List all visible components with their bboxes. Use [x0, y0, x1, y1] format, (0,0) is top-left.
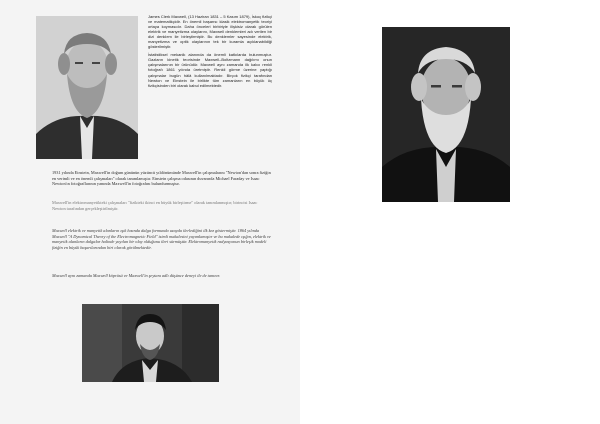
bio-paragraph: James Clerk Maxwell, (13 Haziran 1831 – 5 Kasım 1879), İskoç fizikçi ve matematikçidir. En önemli başarısı klasik elektromanyetik teoriyi ortaya koymasıdır. Daha önceleri birbiriyle ilişkisiz olarak görülen elektrik ve manyetizma olaylarını, Maxwell denklemleri adı verilen bir dizi denklem ile birleştirmiştir. Bu denklemler sayesinde elektrik, manyetizma ve optik olaylarının tek bir kuramla açıklanabildiği gösterilmiştir.	[148, 14, 272, 50]
paragraph-electromagnetic-waves: Maxwell elektrik ve manyetik alanların ışık hızında dalga formunda uzayda ilerlediğini ilk kez göstermiştir. 1864 yılında Maxwell "A Dynamical Theory of the Electromagnetic Field" isimli makalesini yayımlamıştır ve bu makalede ışığın, elektrik ve manyetik alanların dalgalar halinde yayılan bir olay olduğunu ileri sürmüştür. Elektromanyetik radyasyonun birleşik modeli fiziğin en büyük başarılarından biri olarak görülmektedir.	[52, 228, 271, 251]
right-page	[300, 0, 600, 424]
portrait-image-top	[36, 16, 138, 159]
biography-text	[148, 14, 272, 164]
bearded-man-portrait	[36, 16, 138, 159]
paragraph-maxwell-demon: Maxwell aynı zamanda Maxwell köprüsü ve Maxwell'in şeytanı adlı düşünce deneyi ile de tanınır.	[52, 273, 220, 279]
young-man-portrait	[82, 304, 219, 382]
paragraph-unification: Maxwell'in elektromanyetikteki çalışmaları "fizikteki ikinci en büyük birleştirme" olarak tanımlanmıştır; birincisi Isaac Newton tarafından gerçekleştirilmiştir.	[52, 200, 258, 211]
portrait-image-bottom	[82, 304, 219, 382]
elderly-bearded-man-portrait	[382, 27, 510, 202]
bio-paragraph: İstatistiksel mekanik alanında da önemli katkılarda bulunmuştur. Gazların kinetik teorisinde Maxwell–Boltzmann dağılımı onun çalışmalarının bir ürünüdür. Maxwell aynı zamanda ilk kalıcı renkli fotoğrafı 1861 yılında üretmiştir. Renkli görme üzerine yaptığı çalışmalar bugün hâlâ kullanılmaktadır. Birçok fizikçi tarafından Newton ve Einstein ile birlikte tüm zamanların en büyük üç fizikçisinden biri olarak kabul edilmektedir.	[148, 52, 272, 88]
paragraph-einstein-quote: 1931 yılında Einstein, Maxwell'in doğum gününün yüzüncü yıldönümünde Maxwell'in çalışmalarını "Newton'dan sonra fiziğin en verimli ve en önemli çalışmaları" olarak tanımlamıştır. Einstein çalışma odasının duvarında Michael Faraday ve Isaac Newton'ın fotoğraflarının yanında Maxwell'in fotoğrafını bulundurmuştur.	[52, 170, 271, 187]
portrait-image-right	[382, 27, 510, 202]
